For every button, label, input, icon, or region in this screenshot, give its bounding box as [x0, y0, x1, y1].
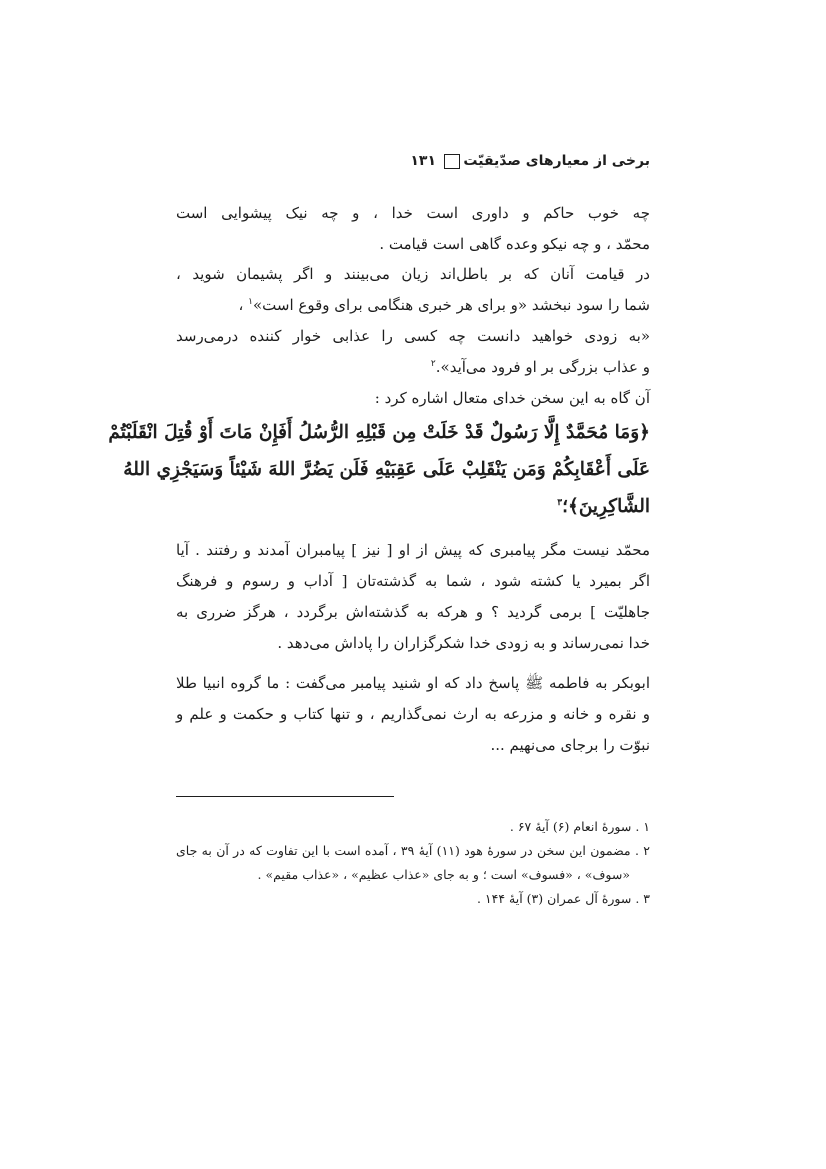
footnote-ref[interactable]: ۳	[557, 497, 563, 508]
text-line: چه خوب حاکم و داوری است خدا ، و چه نیک پیشوایی است	[176, 204, 650, 222]
text-segment: ،	[238, 296, 249, 314]
text-line	[431, 357, 650, 377]
footnote-ref[interactable]: ۲	[430, 359, 436, 369]
translation-line: اگر بمیرد یا کشته شود ، شما به گذشته‌تان [ آداب و رسوم و فرهنگ	[176, 572, 650, 590]
quran-verse-line: ﴿وَمَا مُحَمَّدٌ إِلَّا رَسُولٌ قَدْ خَلَتْ مِن قَبْلِهِ الرُّسُلُ أَفَإِنْ مَاتَ أَوْ قُتِلَ انْقَلَبْتُمْ	[108, 422, 650, 443]
page-number: ۱۳۱	[410, 153, 436, 169]
chapter-title: برخی از معیارهای صدّیقیّت	[463, 153, 650, 169]
text-line: و نقره و خانه و مزرعه به ارث نمی‌گذاریم ، و تنها کتاب و حکمت و علم و	[176, 705, 650, 723]
quran-verse-line	[557, 494, 650, 520]
text-line: ابوبکر به فاطمه ﷺ پاسخ داد که او شنید پیامبر می‌گفت : ما گروه انبیا طلا	[176, 674, 650, 692]
footnote: ۳ . سورهٔ آل عمران (۳) آیهٔ ۱۴۴ .	[476, 891, 650, 906]
text-segment: و عذاب بزرگی بر او فرود می‌آید».	[435, 358, 650, 376]
running-header	[176, 148, 650, 174]
text-segment: الشَّاكِرِينَ﴾؛	[562, 496, 650, 517]
footnote: ۱ . سورهٔ انعام (۶) آیهٔ ۶۷ .	[509, 819, 650, 834]
text-line: نبوّت را برجای می‌نهیم ...	[490, 736, 650, 754]
quran-verse-line: عَلَى أَعْقَابِكُمْ وَمَن يَنْقَلِبْ عَلَى عَقِبَيْهِ فَلَن يَضُرَّ اللهَ شَيْئاً وَسَيَجْزِي اللهُ	[123, 459, 650, 480]
footnote-ref[interactable]: ۱	[248, 297, 253, 307]
text-segment: شما را سود نبخشد «و برای هر خبری هنگامی برای وقوع است»	[252, 296, 650, 314]
translation-line: جاهلیّت ] برمی گردید ؟ و هرکه به گذشته‌اش برگردد ، هرگز ضرری به	[176, 603, 650, 621]
footnote: «سوف» ، «فسوف» است ؛ و به جای «عذاب عظیم» ، «عذاب مقیم» .	[257, 867, 630, 882]
text-line: محمّد ، و چه نیکو وعده گاهی است قیامت .	[379, 235, 650, 253]
text-line: در قیامت آنان که بر باطل‌اند زیان می‌بینند و اگر پشیمان شوید ،	[176, 265, 650, 283]
translation-line: خدا نمی‌رساند و به زودی خدا شکرگزاران را پاداش می‌دهد .	[277, 634, 650, 652]
translation-line: محمّد نیست مگر پیامبری که پیش از او [ نیز ] پیامبران آمدند و رفتند . آیا	[176, 541, 650, 559]
footnote: ۲ . مضمون این سخن در سورهٔ هود (۱۱) آیهٔ ۳۹ ، آمده است با این تفاوت که در آن به جای	[176, 843, 651, 858]
text-line	[239, 295, 650, 315]
text-line: «به زودی خواهید دانست چه کسی را عذابی خوار کننده درمی‌رسد	[176, 327, 650, 345]
text-line: آن گاه به این سخن خدای متعال اشاره کرد :	[374, 389, 650, 407]
square-outline-icon	[444, 154, 460, 169]
footnote-divider	[176, 796, 394, 797]
